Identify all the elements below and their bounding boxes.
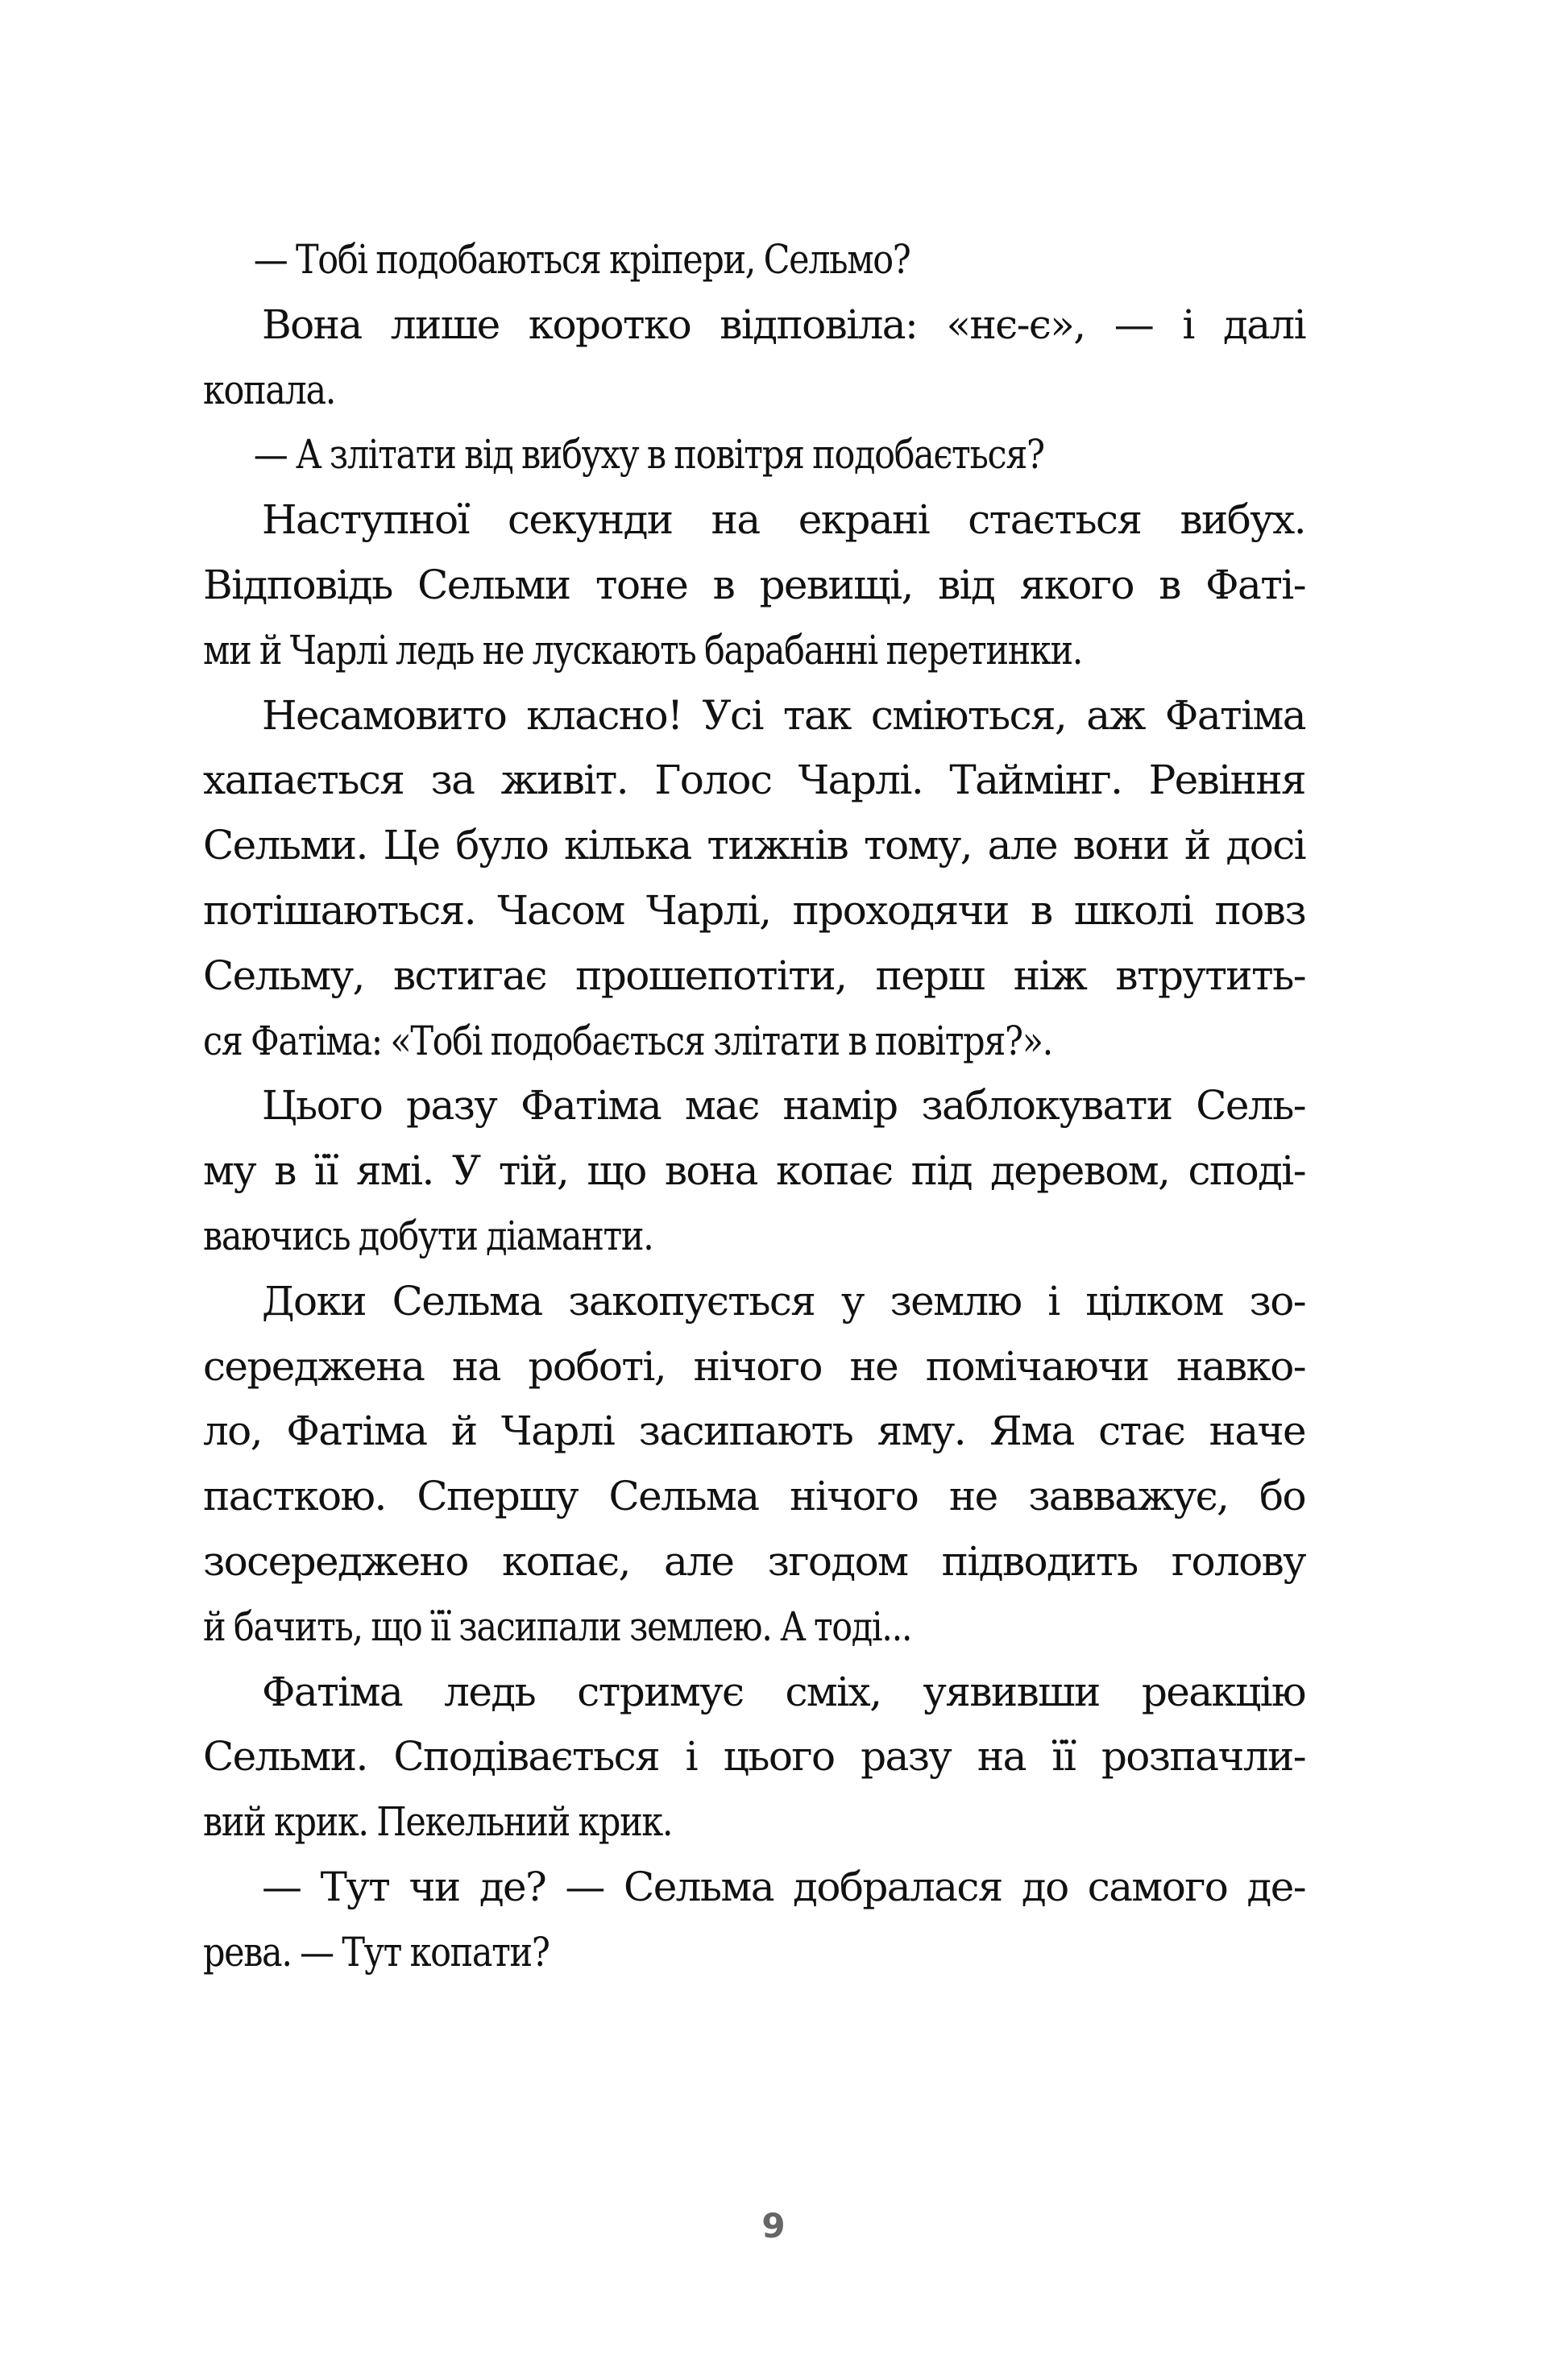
text-line: пасткою. Спершу Сельма нічого не завважує, бо: [203, 1473, 1305, 1520]
text-line: рева. — Тут копати?: [203, 1928, 550, 1976]
text-line: — А злітати від вибуху в повітря подобається?: [253, 431, 1044, 479]
text-line: Сельми. Це було кілька тижнів тому, але вони й досі: [203, 822, 1305, 869]
text-line: ми й Чарлі ледь не лускають барабанні перетинки.: [203, 626, 1083, 674]
text-line: му в її ямі. У тій, що вона копає під деревом, споді-: [203, 1147, 1305, 1195]
page-number: 9: [761, 2206, 786, 2245]
text-line: зосереджено копає, але згодом підводить голову: [203, 1537, 1305, 1585]
text-line: копала.: [203, 366, 336, 413]
text-line: середжена на роботі, нічого не помічаючи навко-: [203, 1342, 1305, 1390]
text-line: вий крик. Пекельний крик.: [203, 1798, 673, 1846]
text-line: Сельми. Сподівається і цього разу на її розпачли-: [203, 1733, 1305, 1781]
text-line: ваючись добути діаманти.: [203, 1212, 653, 1259]
text-line: Доки Сельма закопується у землю і цілком зо-: [262, 1277, 1305, 1325]
text-line: ло, Фатіма й Чарлі засипають яму. Яма стає наче: [203, 1408, 1305, 1455]
text-line: потішаються. Часом Чарлі, проходячи в школі повз: [203, 886, 1305, 934]
text-line: Сельму, встигає прошепотіти, перш ніж втрутить-: [203, 952, 1305, 999]
text-line: хапається за живіт. Голос Чарлі. Таймінг. Ревіння: [203, 757, 1305, 804]
text-line: Наступної секунди на екрані стається вибух.: [262, 496, 1305, 544]
text-line: Несамовито класно! Усі так сміються, аж Фатіма: [262, 691, 1305, 739]
text-line: — Тобі подобаються кріпери, Сельмо?: [253, 236, 910, 283]
body-text: [203, 227, 1305, 1985]
text-line: Відповідь Сельми тоне в ревищі, від якого в Фаті-: [203, 561, 1305, 608]
text-line: — Тут чи де? — Сельма добралася до самого де-: [262, 1863, 1305, 1910]
text-line: Цього разу Фатіма має намір заблокувати Сель-: [262, 1082, 1305, 1130]
text-line: Вона лише коротко відповіла: «нє-є», — і далі: [262, 301, 1305, 348]
text-line: Фатіма ледь стримує сміх, уявивши реакцію: [262, 1668, 1305, 1715]
text-line: й бачить, що її засипали землею. А тоді...: [203, 1603, 912, 1650]
text-line: ся Фатіма: «Тобі подобається злітати в повітря?».: [203, 1017, 1052, 1064]
